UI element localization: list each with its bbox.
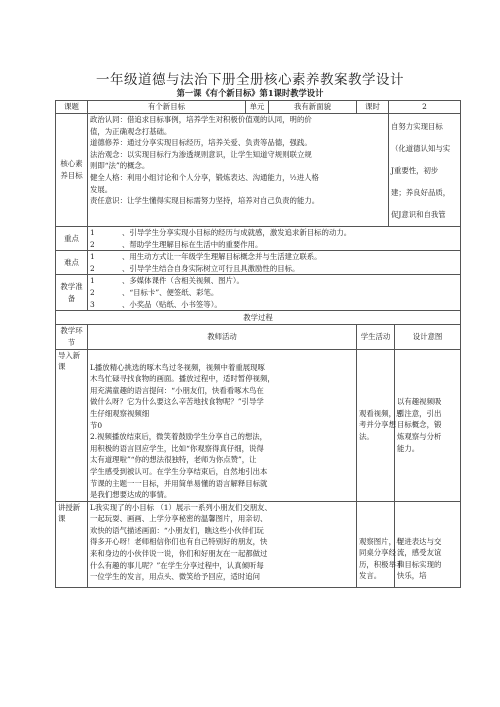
lecture-design-intent: 促进表达与交 流，感受友谊 和目标实现的 快乐，培 [395, 501, 461, 587]
col-teacher: 教师活动 [88, 325, 357, 349]
col-stage: 教学环节 [56, 325, 88, 349]
hours-label: 课时 [357, 101, 389, 114]
intro-student-activity: 观看视频，思 考并分享想 法。 [357, 349, 395, 501]
unit-label: 单元 [246, 101, 269, 114]
topic-label: 课题 [56, 101, 88, 114]
stage-lecture: 讲授新课 [56, 501, 88, 587]
key-points-list: 1 、引导学生分享实现小目标的经历与成就感，激发追求新目标的动力。 2 、帮助学生理解目标在生活中的重要作用。 [88, 227, 461, 251]
key-points-label: 重点 [56, 227, 88, 251]
difficult-points-list: 1 、用生动方式让一年级学生理解目标概念并与生活建立联系。 2 、引导学生结合自身实际树立可行且具激励性的目标。 [88, 251, 461, 275]
lesson-plan-table [55, 100, 460, 588]
lecture-student-activity: 观察图片，与 同桌分享经 历，积极举手 发言。 [357, 501, 395, 587]
lesson-title: 第一课《有个新目标》第1课时教学设计 [176, 88, 324, 98]
col-student: 学生活动 [357, 325, 395, 349]
goals-side-text: 自努力实现目标 （化道德认知与实 J重要性，初步 建；养良好品质， 促J意识和自我管 [389, 114, 461, 227]
hours-value: 2 [389, 101, 461, 114]
stage-intro: 导入新课 [56, 349, 88, 501]
prep-list: 1 、多媒体课件（含相关视频、图片）。 2 、“目标卡”、便签纸、彩笔。 3 、小奖品（贴纸、小书签等）。 [88, 275, 461, 311]
document-title: 一年级道德与法治下册全册核心素养教案教学设计 [96, 72, 404, 88]
intro-teacher-activity: L播放精心挑选的啄木鸟过冬视频，视频中着重展现啄 木鸟忙碌寻找食物的画面。播放过程中，适时暂停视频， 用充满童趣的语言提问：“小朋友们，快看看啄木鸟在 做什么呀？它为什么要这么辛苦地找食物呢？”引导学 生仔细观察视频细 节0 2.视频播放结束后，微笑着鼓励学生分享自己的想法， 用积极的语言回应学生，比如“你观察得真仔细，说得 太有道理啦”“你的想法很独特，老师为你点赞”，让 学生感受到被认可。在学生分享结束后，自然地引出本 节课的主题一一目标，并用简单易懂的语言解释目标就 是我们想要达成的事情。 [88, 349, 357, 501]
topic-value: 有个新目标 [88, 101, 246, 114]
col-intent: 设计意图 [395, 325, 461, 349]
intro-design-intent: 以有趣视频吸 引注意，引出 目标概念，锻 炼观察与分析 能力。 [395, 349, 461, 501]
goals-text: 政治认同：借追求目标事例，培养学生对积极价值观的认同，明的价 值，为正确观念打基础。 道德修养：通过分享实现目标经历，培养关爱、负责等品德，强践。 法治观念：以实现目标行为渗透规则意识，让学生知道守规则联立规 则即“法”的概念。 健全人格：利用小组讨论和个人分享，锻炼表达、沟通能力，½进人格 发展。 责任意识：让学生懂得实现目标需努力坚持，培养对自己负责的能力。 [88, 114, 389, 227]
prep-label: 教学准 备 [56, 275, 88, 311]
difficult-points-label: 难点 [56, 251, 88, 275]
process-heading: 教学过程 [56, 311, 461, 325]
goals-label: 核心素 养目标 [56, 114, 88, 227]
unit-value: 我有新面貌 [269, 101, 357, 114]
lecture-teacher-activity: L我实现了的小目标 （1）展示一系列小朋友们交朋友、 一起玩耍、画画、上学分享秘密的温馨图片，用亲切、 欢快的语气描述画面：“小朋友们，瞧这些小伙伴们玩 得多开心呀！老师相信你们也有自己特别好的朋友，快 来和身边的小伙伴说一说，你们和好朋友在一起都做过 什么有趣的事儿呢？”在学生分享过程中，认真倾听每 一位学生的发言，用点头、微笑给予回应，适时追问 [88, 501, 357, 587]
